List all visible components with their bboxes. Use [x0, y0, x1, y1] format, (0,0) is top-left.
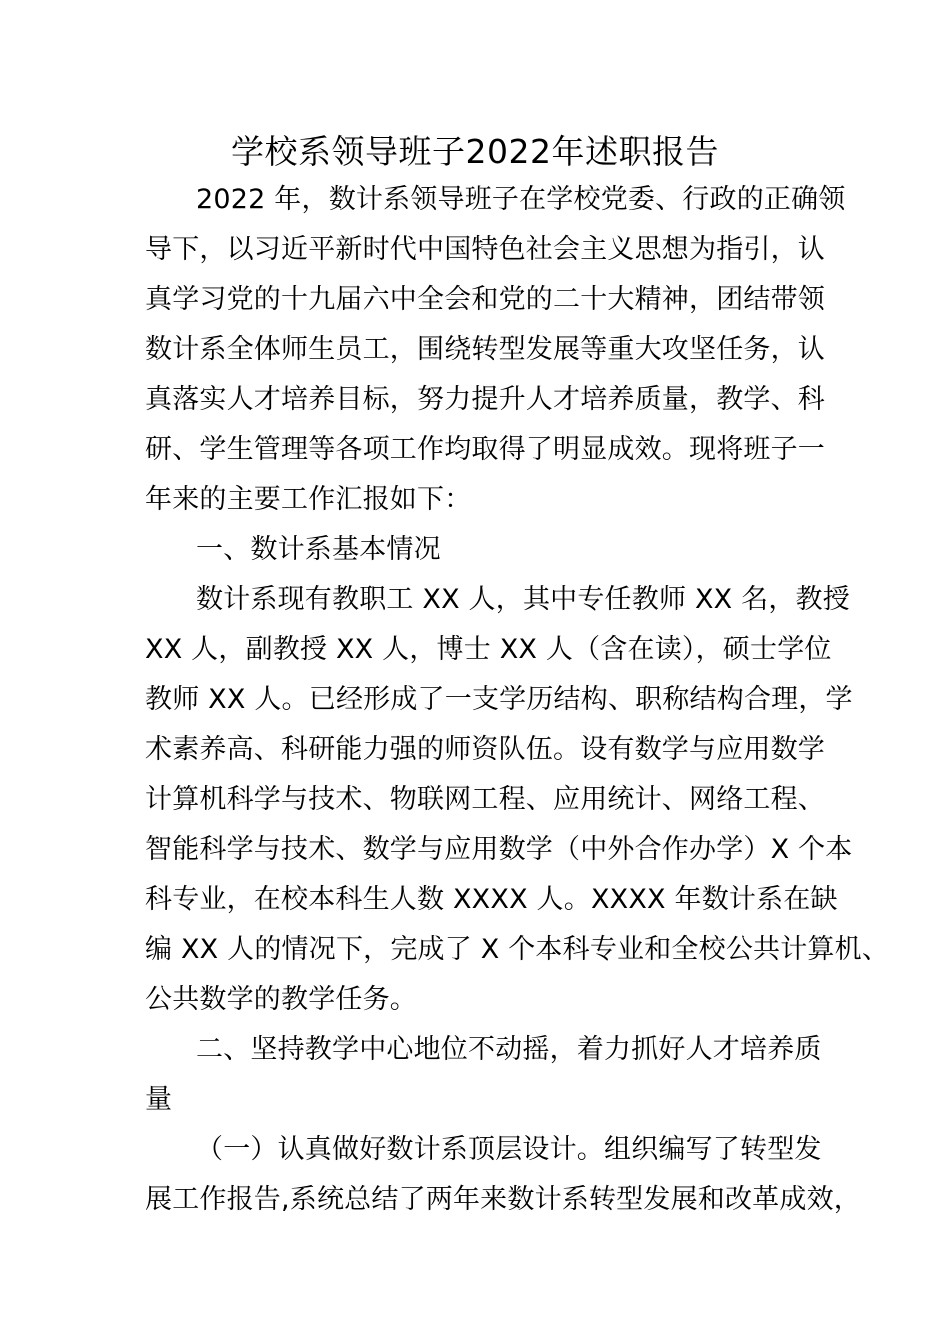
paragraph-line: 计算机科学与技术、物联网工程、应用统计、网络工程、 [145, 784, 825, 815]
paragraph-line: 真学习党的十九届六中全会和党的二十大精神，团结带领 [145, 284, 825, 315]
paragraph-line: 2022 年，数计系领导班子在学校党委、行政的正确领 [196, 184, 846, 215]
section-heading: 二、坚持教学中心地位不动摇，着力抓好人才培养质 [196, 1034, 822, 1065]
paragraph-line: XX 人，副教授 XX 人，博士 XX 人（含在读），硕士学位 [145, 634, 832, 665]
paragraph-line: 编 XX 人的情况下，完成了 X 个本科专业和全校公共计算机、 [145, 934, 890, 965]
section-heading-continued: 量 [145, 1084, 173, 1115]
paragraph-line: 数计系现有教职工 XX 人，其中专任教师 XX 名，教授 [196, 584, 850, 615]
paragraph-line: 研、学生管理等各项工作均取得了明显成效。现将班子一 [145, 434, 825, 465]
paragraph-line: 智能科学与技术、数学与应用数学（中外合作办学）X 个本 [145, 834, 853, 865]
paragraph-line: 年来的主要工作汇报如下： [145, 484, 472, 515]
paragraph-line: （一）认真做好数计系顶层设计。组织编写了转型发 [196, 1134, 822, 1165]
paragraph-line: 真落实人才培养目标，努力提升人才培养质量，教学、科 [145, 384, 825, 415]
paragraph-line: 数计系全体师生员工，围绕转型发展等重大攻坚任务，认 [145, 334, 825, 365]
paragraph-line: 科专业，在校本科生人数 XXXX 人。XXXX 年数计系在缺 [145, 884, 838, 915]
paragraph-line: 公共数学的教学任务。 [145, 984, 417, 1015]
document-title: 学校系领导班子2022年述职报告 [231, 132, 719, 171]
paragraph-line: 展工作报告,系统总结了两年来数计系转型发展和改革成效， [145, 1184, 861, 1215]
paragraph-line: 导下，以习近平新时代中国特色社会主义思想为指引，认 [145, 234, 825, 265]
paragraph-line: 术素养高、科研能力强的师资队伍。设有数学与应用数学 [145, 734, 825, 765]
paragraph-line: 教师 XX 人。已经形成了一支学历结构、职称结构合理，学 [145, 684, 853, 715]
section-heading: 一、数计系基本情况 [196, 534, 441, 565]
